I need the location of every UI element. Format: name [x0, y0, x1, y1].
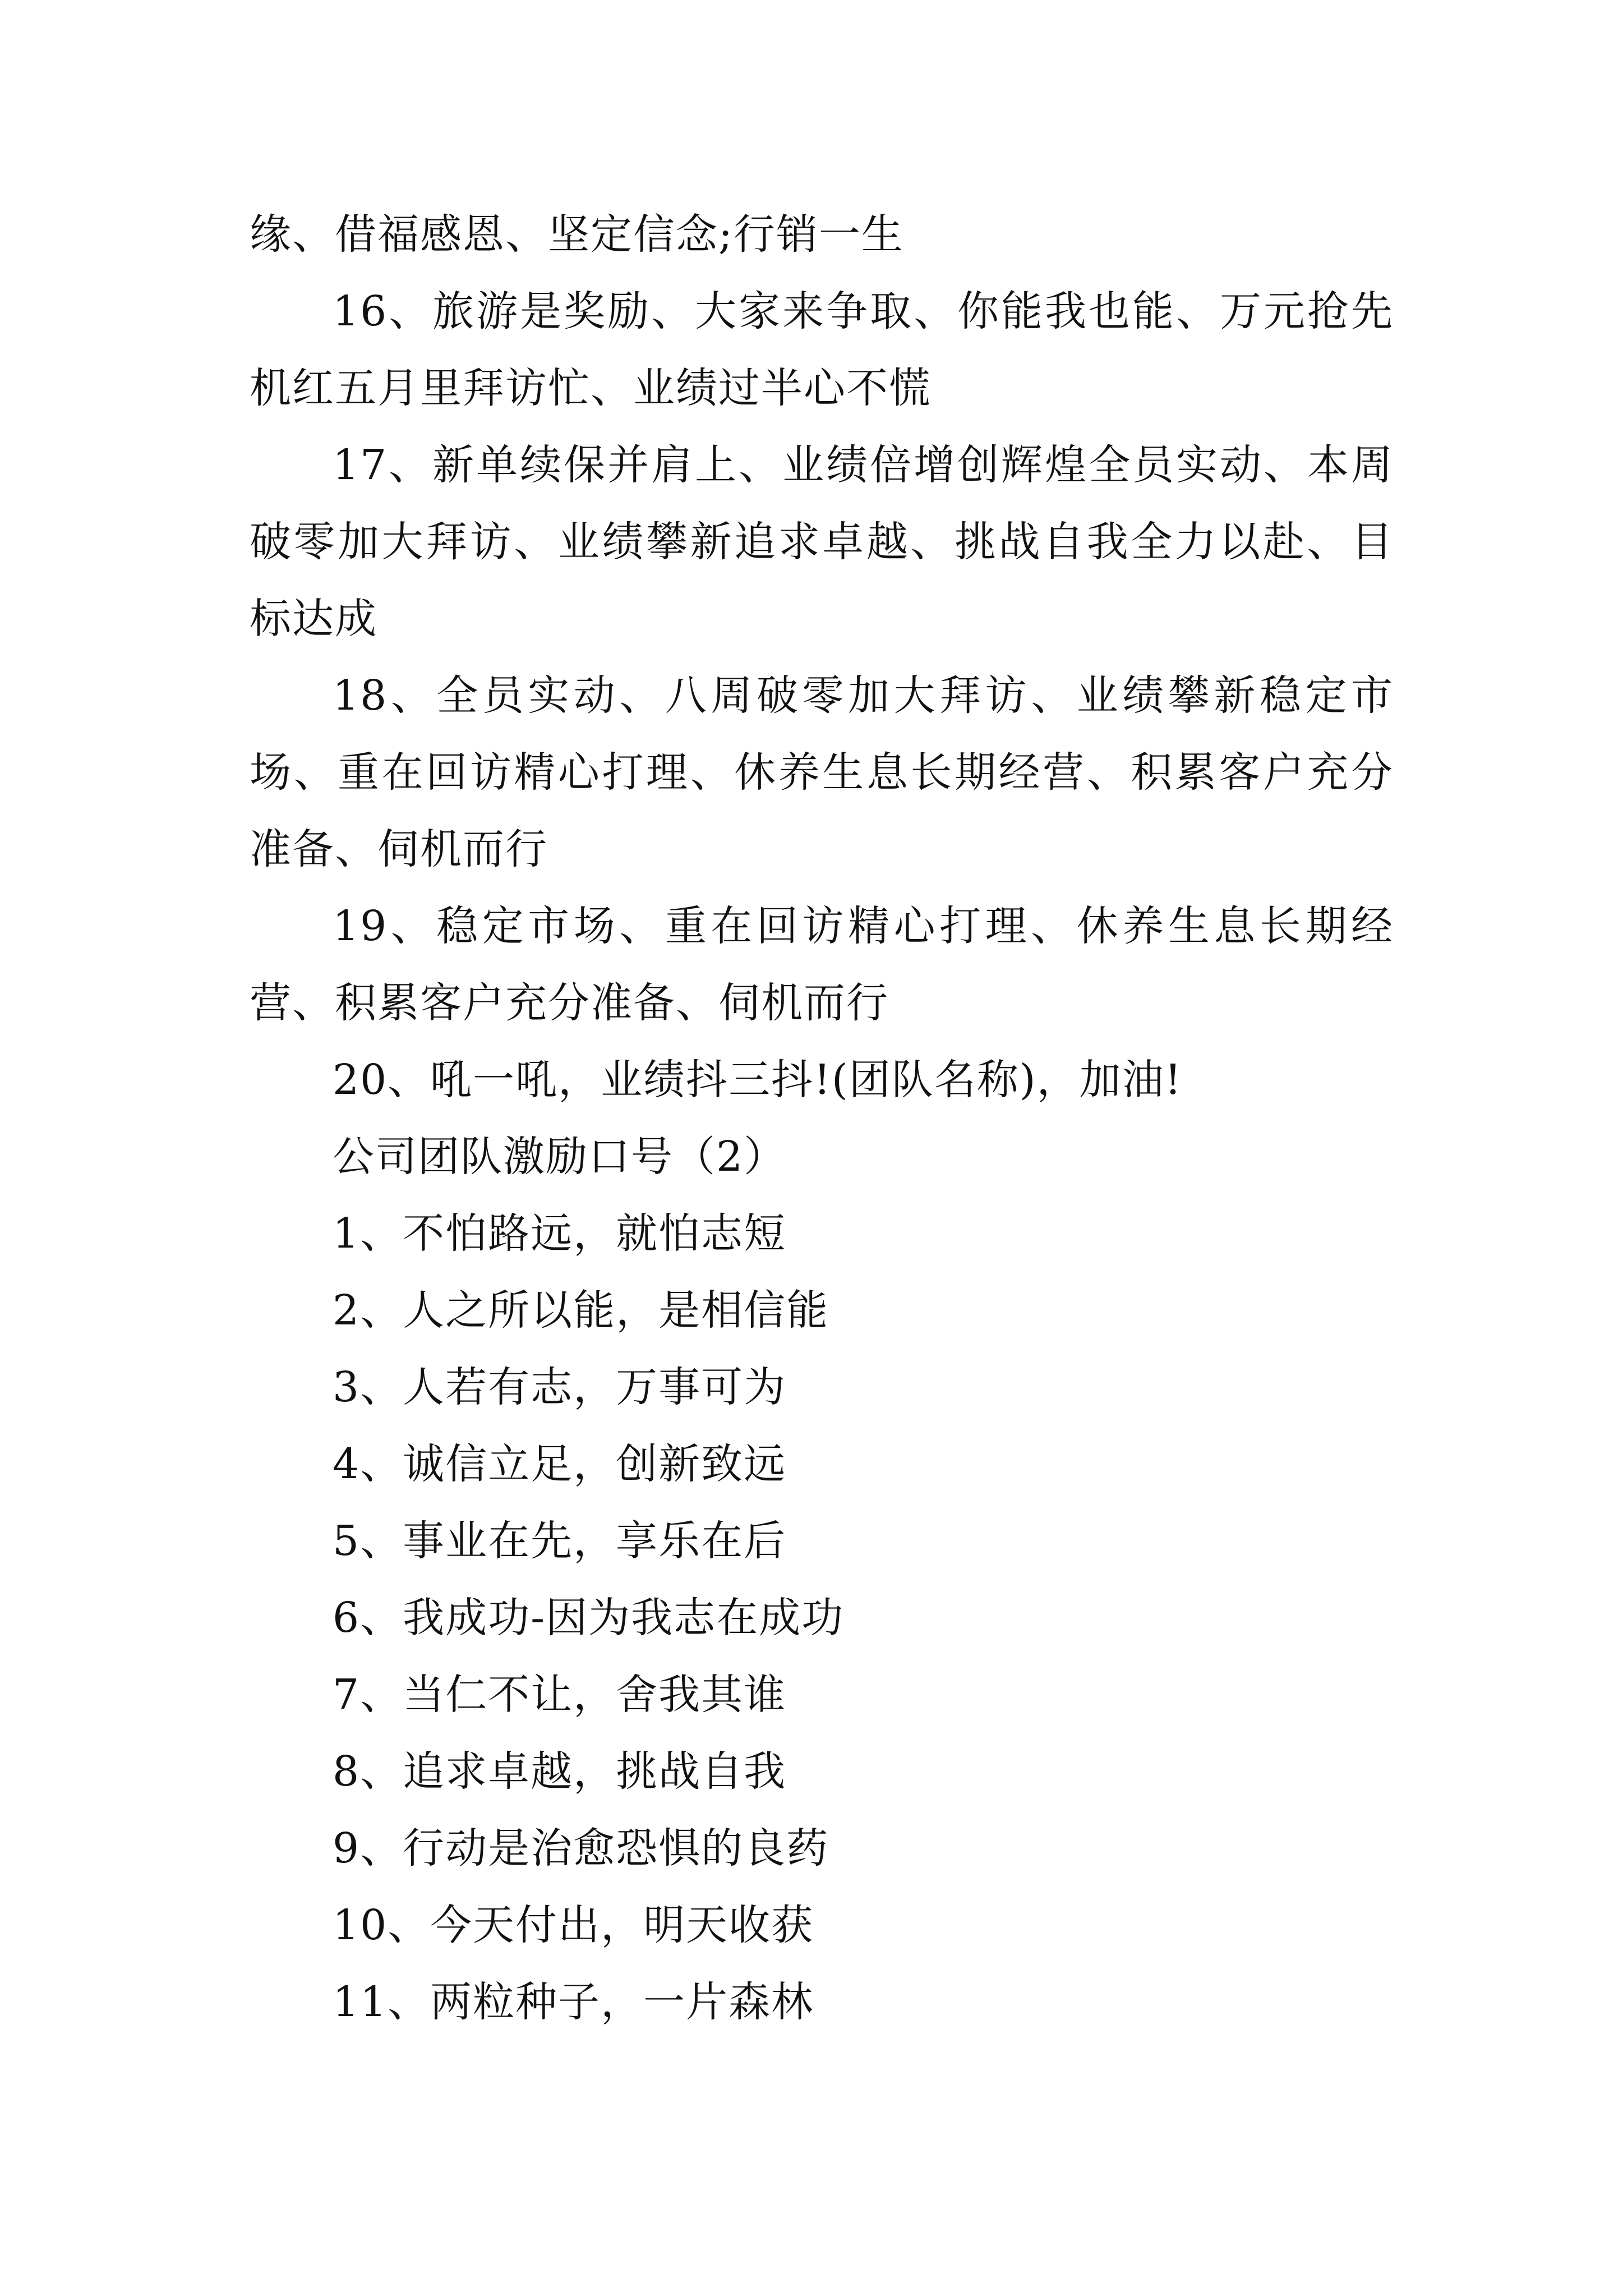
- slogan-item-19: 19、稳定市场、重在回访精心打理、休养生息长期经营、积累客户充分准备、伺机而行: [250, 902, 1394, 1027]
- slogan-item-11: 11、两粒种子，一片森林: [333, 1978, 814, 2026]
- section-heading: 公司团队激励口号（2）: [333, 1133, 787, 1181]
- paragraph-continued: 缘、借福感恩、坚定信念;行销一生: [250, 210, 904, 259]
- slogan-item-1: 1、不怕路远，就怕志短: [333, 1209, 787, 1258]
- slogan-item-20: 20、吼一吼，业绩抖三抖!(团队名称)，加油!: [333, 1056, 1183, 1104]
- slogan-item-3: 3、人若有志，万事可为: [333, 1363, 787, 1411]
- slogan-item-9: 9、行动是治愈恐惧的良药: [333, 1824, 829, 1872]
- slogan-item-5: 5、事业在先，享乐在后: [333, 1517, 787, 1565]
- document-body: [250, 196, 1394, 2041]
- slogan-item-10: 10、今天付出，明天收获: [333, 1901, 814, 1949]
- slogan-item-17: 17、新单续保并肩上、业绩倍增创辉煌全员实动、本周破零加大拜访、业绩攀新追求卓越、挑战自我全力以赴、目标达成: [250, 441, 1394, 643]
- slogan-item-8: 8、追求卓越，挑战自我: [333, 1747, 787, 1796]
- slogan-item-4: 4、诚信立足，创新致远: [333, 1440, 787, 1488]
- slogan-item-6: 6、我成功-因为我志在成功: [333, 1594, 845, 1642]
- slogan-item-7: 7、当仁不让，舍我其谁: [333, 1671, 787, 1719]
- slogan-item-18: 18、全员实动、八周破零加大拜访、业绩攀新稳定市场、重在回访精心打理、休养生息长期经营、积累客户充分准备、伺机而行: [250, 671, 1394, 873]
- slogan-item-16: 16、旅游是奖励、大家来争取、你能我也能、万元抢先机红五月里拜访忙、业绩过半心不慌: [250, 287, 1394, 412]
- slogan-item-2: 2、人之所以能，是相信能: [333, 1286, 829, 1335]
